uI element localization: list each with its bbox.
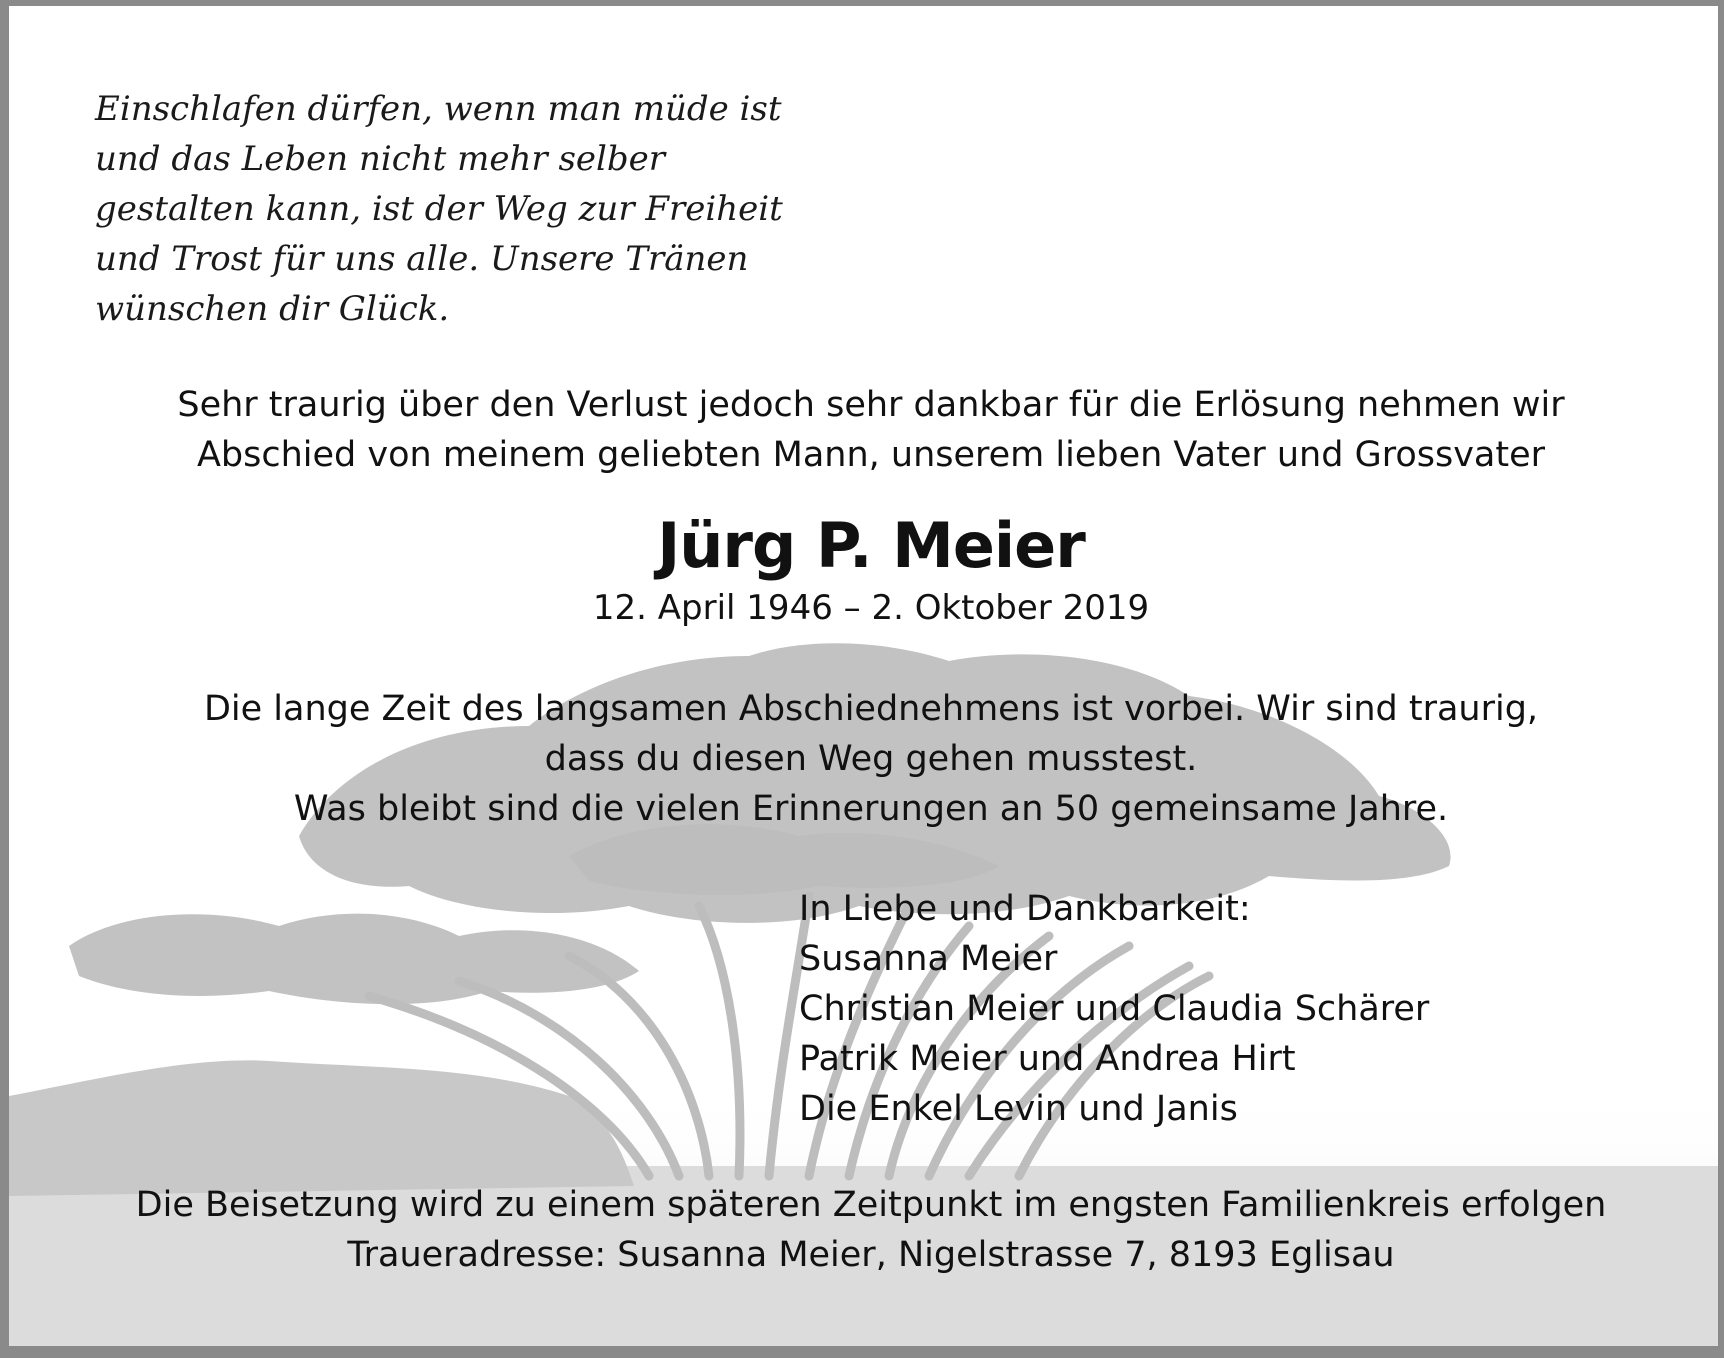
signature-heading: In Liebe und Dankbarkeit: [799, 889, 1251, 929]
family-member: Susanna Meier [799, 939, 1058, 979]
message-line: Was bleibt sind die vielen Erinnerungen an 50 gemeinsame Jahre. [293, 789, 1449, 829]
poem-line: und das Leben nicht mehr selber [95, 139, 666, 179]
family-member: Christian Meier und Claudia Schärer [799, 989, 1430, 1029]
life-dates: 12. April 1946 – 2. Oktober 2019 [592, 588, 1150, 628]
intro-line: Abschied von meinem geliebten Mann, unserem lieben Vater und Grossvater [196, 435, 1546, 475]
funeral-line: Die Beisetzung wird zu einem späteren Zeitpunkt im engsten Familienkreis erfolgen [135, 1185, 1607, 1225]
family-signature [799, 884, 1429, 1134]
intro-text [9, 380, 1724, 480]
left-tree-canopy [69, 914, 639, 1005]
message-line: Die lange Zeit des langsamen Abschiednehmens ist vorbei. Wir sind traurig, [203, 689, 1539, 729]
poem-line: gestalten kann, ist der Weg zur Freiheit [95, 189, 783, 229]
intro-line: Sehr traurig über den Verlust jedoch sehr dankbar für die Erlösung nehmen wir [177, 385, 1565, 425]
poem [95, 84, 783, 334]
family-member: Die Enkel Levin und Janis [799, 1089, 1238, 1129]
poem-line: Einschlafen dürfen, wenn man müde ist [95, 89, 782, 129]
message-line: dass du diesen Weg gehen musstest. [544, 739, 1198, 779]
mourning-address: Traueradresse: Susanna Meier, Nigelstrasse 7, 8193 Eglisau [347, 1235, 1395, 1275]
deceased-name: Jürg P. Meier [657, 509, 1085, 582]
farewell-message [9, 684, 1724, 834]
poem-line: und Trost für uns alle. Unsere Tränen [95, 239, 749, 279]
family-member: Patrik Meier und Andrea Hirt [799, 1039, 1296, 1079]
hill-shape [9, 1060, 634, 1196]
funeral-info [9, 1180, 1724, 1280]
poem-line: wünschen dir Glück. [95, 289, 450, 329]
